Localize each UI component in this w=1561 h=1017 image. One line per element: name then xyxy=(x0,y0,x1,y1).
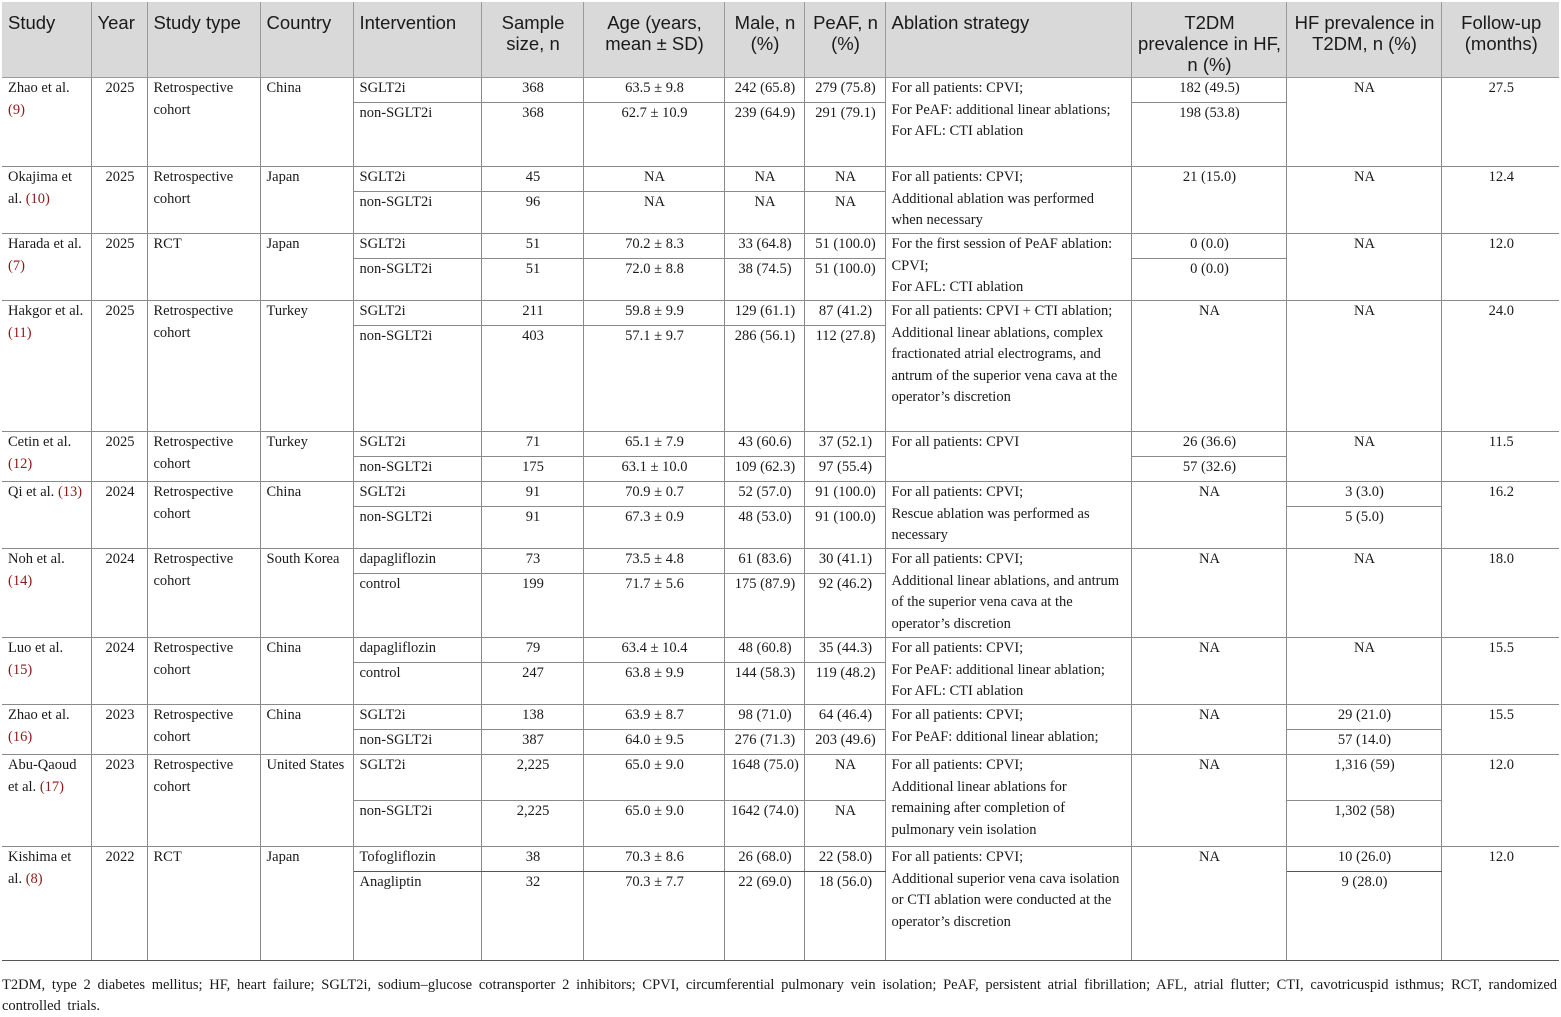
country-cell: China xyxy=(260,705,353,755)
age-cell: 63.4 ± 10.4 xyxy=(583,638,724,663)
male-cell: 52 (57.0) xyxy=(724,482,804,507)
study-author: Zhao et al. xyxy=(8,80,70,96)
country-cell: Japan xyxy=(260,847,353,961)
peaf-cell: 91 (100.0) xyxy=(804,482,885,507)
ablation-line: For all patients: CPVI + CTI ablation; xyxy=(891,303,1113,319)
reference-number: (13) xyxy=(57,484,83,500)
sample-size-cell: 387 xyxy=(481,730,583,755)
ablation-line: For all patients: CPVI; xyxy=(891,757,1024,773)
year-cell: 2025 xyxy=(91,167,147,234)
follow-up-cell: 15.5 xyxy=(1441,705,1559,755)
study-author: Zhao et al. xyxy=(8,707,70,723)
col-header-sample-size: Sample size, n xyxy=(481,2,583,78)
follow-up-cell: 12.0 xyxy=(1441,847,1559,961)
col-header-study: Study xyxy=(2,2,91,78)
ablation-strategy-cell xyxy=(885,847,1131,961)
male-cell: 22 (69.0) xyxy=(724,872,804,961)
ablation-line: For all patients: CPVI xyxy=(891,434,1020,450)
study-type-cell: RCT xyxy=(147,847,260,961)
study-author: Kishima et al. xyxy=(8,849,72,887)
intervention-cell: non-SGLT2i xyxy=(353,730,481,755)
age-cell: 70.2 ± 8.3 xyxy=(583,234,724,259)
peaf-cell: NA xyxy=(804,801,885,847)
t2dm-prevalence-cell: NA xyxy=(1131,638,1286,705)
intervention-cell: dapagliflozin xyxy=(353,549,481,574)
year-cell: 2024 xyxy=(91,638,147,705)
age-cell: 71.7 ± 5.6 xyxy=(583,574,724,638)
sample-size-cell: 71 xyxy=(481,432,583,457)
study-characteristics-table xyxy=(2,2,1559,961)
age-cell: 57.1 ± 9.7 xyxy=(583,326,724,432)
intervention-cell: non-SGLT2i xyxy=(353,259,481,301)
intervention-cell: control xyxy=(353,574,481,638)
col-header-peaf: PeAF, n (%) xyxy=(804,2,885,78)
ablation-line: For all patients: CPVI; xyxy=(891,169,1024,185)
study-author: Harada et al. xyxy=(8,236,82,252)
sample-size-cell: 211 xyxy=(481,301,583,326)
sample-size-cell: 51 xyxy=(481,259,583,301)
ablation-line: For AFL: CTI ablation xyxy=(891,683,1024,699)
peaf-cell: 119 (48.2) xyxy=(804,663,885,705)
male-cell: 98 (71.0) xyxy=(724,705,804,730)
intervention-cell: SGLT2i xyxy=(353,301,481,326)
year-cell: 2022 xyxy=(91,847,147,961)
reference-number: (14) xyxy=(8,572,33,589)
follow-up-cell: 11.5 xyxy=(1441,432,1559,482)
hf-prevalence-cell: NA xyxy=(1286,549,1441,638)
study-type-cell: Retrospective cohort xyxy=(147,482,260,549)
study-type-cell: Retrospective cohort xyxy=(147,638,260,705)
age-cell: NA xyxy=(583,192,724,234)
year-cell: 2025 xyxy=(91,301,147,432)
intervention-cell: non-SGLT2i xyxy=(353,103,481,167)
study-cell xyxy=(2,755,91,847)
reference-number: (10) xyxy=(25,190,50,207)
ablation-line: For all patients: CPVI; xyxy=(891,707,1024,723)
age-cell: 59.8 ± 9.9 xyxy=(583,301,724,326)
intervention-cell: non-SGLT2i xyxy=(353,457,481,482)
follow-up-cell: 24.0 xyxy=(1441,301,1559,432)
ablation-line: Additional ablation was performed when necessary xyxy=(891,190,1095,228)
country-cell: Japan xyxy=(260,234,353,301)
male-cell: 61 (83.6) xyxy=(724,549,804,574)
intervention-cell: non-SGLT2i xyxy=(353,801,481,847)
table-row xyxy=(2,234,1559,259)
study-type-cell: RCT xyxy=(147,234,260,301)
follow-up-cell: 12.0 xyxy=(1441,755,1559,847)
ablation-strategy-cell xyxy=(885,234,1131,301)
table-row xyxy=(2,301,1559,326)
t2dm-prevalence-cell: NA xyxy=(1131,755,1286,847)
intervention-cell: dapagliflozin xyxy=(353,638,481,663)
hf-prevalence-cell: NA xyxy=(1286,432,1441,482)
hf-prevalence-cell: NA xyxy=(1286,234,1441,301)
table-row xyxy=(2,78,1559,103)
table-row xyxy=(2,482,1559,507)
ablation-line: Rescue ablation was performed as necessary xyxy=(891,505,1090,543)
male-cell: 239 (64.9) xyxy=(724,103,804,167)
peaf-cell: 51 (100.0) xyxy=(804,259,885,301)
hf-prevalence-cell: 1,302 (58) xyxy=(1286,801,1441,847)
year-cell: 2023 xyxy=(91,705,147,755)
ablation-line: For PeAF: additional linear ablation; xyxy=(891,661,1105,678)
ablation-line: For the first session of PeAF ablation: CPVI; xyxy=(891,236,1113,274)
table-row xyxy=(2,755,1559,801)
intervention-cell: Anagliptin xyxy=(353,872,481,961)
intervention-cell: SGLT2i xyxy=(353,482,481,507)
peaf-cell: 203 (49.6) xyxy=(804,730,885,755)
age-cell: 65.0 ± 9.0 xyxy=(583,755,724,801)
ablation-line: Additional superior vena cava isolation or CTI ablation were conducted at the operator’s discretion xyxy=(891,870,1120,930)
peaf-cell: 30 (41.1) xyxy=(804,549,885,574)
ablation-strategy-cell xyxy=(885,301,1131,432)
hf-prevalence-cell: 5 (5.0) xyxy=(1286,507,1441,549)
year-cell: 2024 xyxy=(91,549,147,638)
study-type-cell: Retrospective cohort xyxy=(147,432,260,482)
ablation-line: For PeAF: dditional linear ablation; xyxy=(891,728,1099,745)
reference-number: (7) xyxy=(8,257,25,274)
sample-size-cell: 91 xyxy=(481,482,583,507)
follow-up-cell: 18.0 xyxy=(1441,549,1559,638)
male-cell: 276 (71.3) xyxy=(724,730,804,755)
intervention-cell: SGLT2i xyxy=(353,705,481,730)
study-cell xyxy=(2,78,91,167)
male-cell: NA xyxy=(724,192,804,234)
ablation-line: For all patients: CPVI; xyxy=(891,849,1024,865)
header-row xyxy=(2,2,1559,78)
intervention-cell: control xyxy=(353,663,481,705)
age-cell: 67.3 ± 0.9 xyxy=(583,507,724,549)
peaf-cell: 97 (55.4) xyxy=(804,457,885,482)
col-header-hf-prevalence: HF prevalence in T2DM, n (%) xyxy=(1286,2,1441,78)
peaf-cell: 91 (100.0) xyxy=(804,507,885,549)
ablation-line: For all patients: CPVI; xyxy=(891,640,1024,656)
age-cell: 70.9 ± 0.7 xyxy=(583,482,724,507)
col-header-male: Male, n (%) xyxy=(724,2,804,78)
country-cell: China xyxy=(260,638,353,705)
t2dm-prevalence-cell: 0 (0.0) xyxy=(1131,259,1286,301)
ablation-strategy-cell xyxy=(885,705,1131,755)
reference-number: (15) xyxy=(8,661,33,678)
intervention-cell: non-SGLT2i xyxy=(353,326,481,432)
age-cell: 70.3 ± 7.7 xyxy=(583,872,724,961)
col-header-age: Age (years, mean ± SD) xyxy=(583,2,724,78)
age-cell: 63.5 ± 9.8 xyxy=(583,78,724,103)
table-row xyxy=(2,549,1559,574)
t2dm-prevalence-cell: NA xyxy=(1131,301,1286,432)
sample-size-cell: 32 xyxy=(481,872,583,961)
table-footnote: T2DM, type 2 diabetes mellitus; HF, heart failure; SGLT2i, sodium–glucose cotransporter 2 inhibitors; CPVI, circumferential pulmonary vein isolation; PeAF, persistent atrial fibrillation; AFL, atrial flutter; CTI, cavotricuspid isthmus; RCT, randomized controlled trials. xyxy=(2,977,1557,1014)
study-cell xyxy=(2,167,91,234)
t2dm-prevalence-cell: 21 (15.0) xyxy=(1131,167,1286,234)
year-cell: 2025 xyxy=(91,432,147,482)
ablation-strategy-cell xyxy=(885,78,1131,167)
year-cell: 2025 xyxy=(91,234,147,301)
col-header-country: Country xyxy=(260,2,353,78)
study-cell xyxy=(2,549,91,638)
study-author: Noh et al. xyxy=(8,551,65,567)
study-author: Okajima et al. xyxy=(8,169,73,207)
sample-size-cell: 73 xyxy=(481,549,583,574)
age-cell: 70.3 ± 8.6 xyxy=(583,847,724,872)
peaf-cell: 87 (41.2) xyxy=(804,301,885,326)
intervention-cell: Tofogliflozin xyxy=(353,847,481,872)
hf-prevalence-cell: 1,316 (59) xyxy=(1286,755,1441,801)
t2dm-prevalence-cell: 57 (32.6) xyxy=(1131,457,1286,482)
study-author: Abu-Qaoud et al. xyxy=(8,757,77,795)
t2dm-prevalence-cell: NA xyxy=(1131,549,1286,638)
table-row xyxy=(2,432,1559,457)
t2dm-prevalence-cell: 198 (53.8) xyxy=(1131,103,1286,167)
sample-size-cell: 368 xyxy=(481,78,583,103)
study-author: Luo et al. xyxy=(8,640,64,656)
table-row xyxy=(2,167,1559,192)
male-cell: 286 (56.1) xyxy=(724,326,804,432)
male-cell: 33 (64.8) xyxy=(724,234,804,259)
sample-size-cell: 79 xyxy=(481,638,583,663)
table-row xyxy=(2,847,1559,872)
country-cell: United States xyxy=(260,755,353,847)
age-cell: 64.0 ± 9.5 xyxy=(583,730,724,755)
ablation-line: For all patients: CPVI; xyxy=(891,551,1024,567)
ablation-strategy-cell xyxy=(885,432,1131,482)
age-cell: 63.9 ± 8.7 xyxy=(583,705,724,730)
male-cell: 129 (61.1) xyxy=(724,301,804,326)
ablation-line: Additional linear ablations, and antrum of the superior vena cava at the operator’s discretion xyxy=(891,572,1120,632)
t2dm-prevalence-cell: NA xyxy=(1131,705,1286,755)
hf-prevalence-cell: NA xyxy=(1286,301,1441,432)
peaf-cell: 51 (100.0) xyxy=(804,234,885,259)
intervention-cell: SGLT2i xyxy=(353,167,481,192)
sample-size-cell: 199 xyxy=(481,574,583,638)
ablation-strategy-cell xyxy=(885,755,1131,847)
hf-prevalence-cell: 29 (21.0) xyxy=(1286,705,1441,730)
hf-prevalence-cell: 57 (14.0) xyxy=(1286,730,1441,755)
ablation-line: Additional linear ablations, complex fractionated atrial electrograms, and antrum of the superior vena cava at the operator’s discretion xyxy=(891,324,1118,405)
t2dm-prevalence-cell: 26 (36.6) xyxy=(1131,432,1286,457)
peaf-cell: 64 (46.4) xyxy=(804,705,885,730)
sample-size-cell: 96 xyxy=(481,192,583,234)
study-cell xyxy=(2,432,91,482)
male-cell: 48 (60.8) xyxy=(724,638,804,663)
sample-size-cell: 368 xyxy=(481,103,583,167)
t2dm-prevalence-cell: 0 (0.0) xyxy=(1131,234,1286,259)
country-cell: Turkey xyxy=(260,432,353,482)
study-type-cell: Retrospective cohort xyxy=(147,705,260,755)
sample-size-cell: 247 xyxy=(481,663,583,705)
peaf-cell: 279 (75.8) xyxy=(804,78,885,103)
ablation-line: Additional linear ablations for remaining after completion of pulmonary vein isolation xyxy=(891,778,1067,838)
study-type-cell: Retrospective cohort xyxy=(147,167,260,234)
ablation-strategy-cell xyxy=(885,482,1131,549)
age-cell: 63.8 ± 9.9 xyxy=(583,663,724,705)
male-cell: 109 (62.3) xyxy=(724,457,804,482)
t2dm-prevalence-cell: NA xyxy=(1131,482,1286,549)
col-header-follow-up: Follow-up (months) xyxy=(1441,2,1559,78)
study-author: Cetin et al. xyxy=(8,434,72,450)
table-row xyxy=(2,705,1559,730)
study-author: Hakgor et al. xyxy=(8,303,84,319)
study-type-cell: Retrospective cohort xyxy=(147,301,260,432)
peaf-cell: NA xyxy=(804,755,885,801)
hf-prevalence-cell: 3 (3.0) xyxy=(1286,482,1441,507)
ablation-strategy-cell xyxy=(885,167,1131,234)
col-header-year: Year xyxy=(91,2,147,78)
male-cell: 1648 (75.0) xyxy=(724,755,804,801)
male-cell: 48 (53.0) xyxy=(724,507,804,549)
study-cell xyxy=(2,301,91,432)
follow-up-cell: 12.0 xyxy=(1441,234,1559,301)
study-type-cell: Retrospective cohort xyxy=(147,549,260,638)
male-cell: 43 (60.6) xyxy=(724,432,804,457)
peaf-cell: 22 (58.0) xyxy=(804,847,885,872)
intervention-cell: SGLT2i xyxy=(353,755,481,801)
intervention-cell: SGLT2i xyxy=(353,432,481,457)
male-cell: 242 (65.8) xyxy=(724,78,804,103)
peaf-cell: 291 (79.1) xyxy=(804,103,885,167)
sample-size-cell: 2,225 xyxy=(481,801,583,847)
ablation-line: For AFL: CTI ablation xyxy=(891,279,1024,295)
peaf-cell: 35 (44.3) xyxy=(804,638,885,663)
age-cell: NA xyxy=(583,167,724,192)
follow-up-cell: 12.4 xyxy=(1441,167,1559,234)
age-cell: 65.1 ± 7.9 xyxy=(583,432,724,457)
sample-size-cell: 91 xyxy=(481,507,583,549)
table-row xyxy=(2,638,1559,663)
ablation-strategy-cell xyxy=(885,638,1131,705)
intervention-cell: SGLT2i xyxy=(353,234,481,259)
reference-number: (16) xyxy=(8,728,33,745)
sample-size-cell: 138 xyxy=(481,705,583,730)
reference-number: (11) xyxy=(8,324,32,341)
peaf-cell: 37 (52.1) xyxy=(804,432,885,457)
male-cell: 144 (58.3) xyxy=(724,663,804,705)
sample-size-cell: 51 xyxy=(481,234,583,259)
study-type-cell: Retrospective cohort xyxy=(147,755,260,847)
follow-up-cell: 16.2 xyxy=(1441,482,1559,549)
study-cell xyxy=(2,705,91,755)
country-cell: China xyxy=(260,78,353,167)
reference-number: (9) xyxy=(8,101,25,118)
study-type-cell: Retrospective cohort xyxy=(147,78,260,167)
peaf-cell: 112 (27.8) xyxy=(804,326,885,432)
peaf-cell: 92 (46.2) xyxy=(804,574,885,638)
col-header-study-type: Study type xyxy=(147,2,260,78)
study-cell xyxy=(2,234,91,301)
country-cell: Japan xyxy=(260,167,353,234)
intervention-cell: non-SGLT2i xyxy=(353,507,481,549)
male-cell: 175 (87.9) xyxy=(724,574,804,638)
year-cell: 2024 xyxy=(91,482,147,549)
study-cell xyxy=(2,638,91,705)
ablation-line: For all patients: CPVI; xyxy=(891,484,1024,500)
hf-prevalence-cell: NA xyxy=(1286,78,1441,167)
sample-size-cell: 175 xyxy=(481,457,583,482)
age-cell: 72.0 ± 8.8 xyxy=(583,259,724,301)
follow-up-cell: 15.5 xyxy=(1441,638,1559,705)
male-cell: 26 (68.0) xyxy=(724,847,804,872)
hf-prevalence-cell: 10 (26.0) xyxy=(1286,847,1441,872)
t2dm-prevalence-cell: NA xyxy=(1131,847,1286,961)
year-cell: 2025 xyxy=(91,78,147,167)
year-cell: 2023 xyxy=(91,755,147,847)
col-header-t2dm-prevalence: T2DM prevalence in HF, n (%) xyxy=(1131,2,1286,78)
study-cell xyxy=(2,482,91,549)
reference-number: (12) xyxy=(8,455,33,472)
col-header-intervention: Intervention xyxy=(353,2,481,78)
col-header-ablation-strategy: Ablation strategy xyxy=(885,2,1131,78)
age-cell: 73.5 ± 4.8 xyxy=(583,549,724,574)
study-cell xyxy=(2,847,91,961)
peaf-cell: NA xyxy=(804,167,885,192)
sample-size-cell: 38 xyxy=(481,847,583,872)
intervention-cell: SGLT2i xyxy=(353,78,481,103)
reference-number: (8) xyxy=(25,870,43,887)
follow-up-cell: 27.5 xyxy=(1441,78,1559,167)
sample-size-cell: 45 xyxy=(481,167,583,192)
study-author: Qi et al. xyxy=(8,484,55,500)
country-cell: Turkey xyxy=(260,301,353,432)
hf-prevalence-cell: 9 (28.0) xyxy=(1286,872,1441,961)
intervention-cell: non-SGLT2i xyxy=(353,192,481,234)
country-cell: South Korea xyxy=(260,549,353,638)
sample-size-cell: 2,225 xyxy=(481,755,583,801)
male-cell: NA xyxy=(724,167,804,192)
hf-prevalence-cell: NA xyxy=(1286,638,1441,705)
ablation-line: For AFL: CTI ablation xyxy=(891,123,1024,139)
country-cell: China xyxy=(260,482,353,549)
age-cell: 65.0 ± 9.0 xyxy=(583,801,724,847)
t2dm-prevalence-cell: 182 (49.5) xyxy=(1131,78,1286,103)
age-cell: 62.7 ± 10.9 xyxy=(583,103,724,167)
sample-size-cell: 403 xyxy=(481,326,583,432)
hf-prevalence-cell: NA xyxy=(1286,167,1441,234)
peaf-cell: NA xyxy=(804,192,885,234)
male-cell: 38 (74.5) xyxy=(724,259,804,301)
male-cell: 1642 (74.0) xyxy=(724,801,804,847)
reference-number: (17) xyxy=(39,778,64,795)
peaf-cell: 18 (56.0) xyxy=(804,872,885,961)
age-cell: 63.1 ± 10.0 xyxy=(583,457,724,482)
table-body xyxy=(2,78,1559,961)
ablation-line: For PeAF: additional linear ablations; xyxy=(891,101,1111,118)
ablation-line: For all patients: CPVI; xyxy=(891,80,1024,96)
ablation-strategy-cell xyxy=(885,549,1131,638)
